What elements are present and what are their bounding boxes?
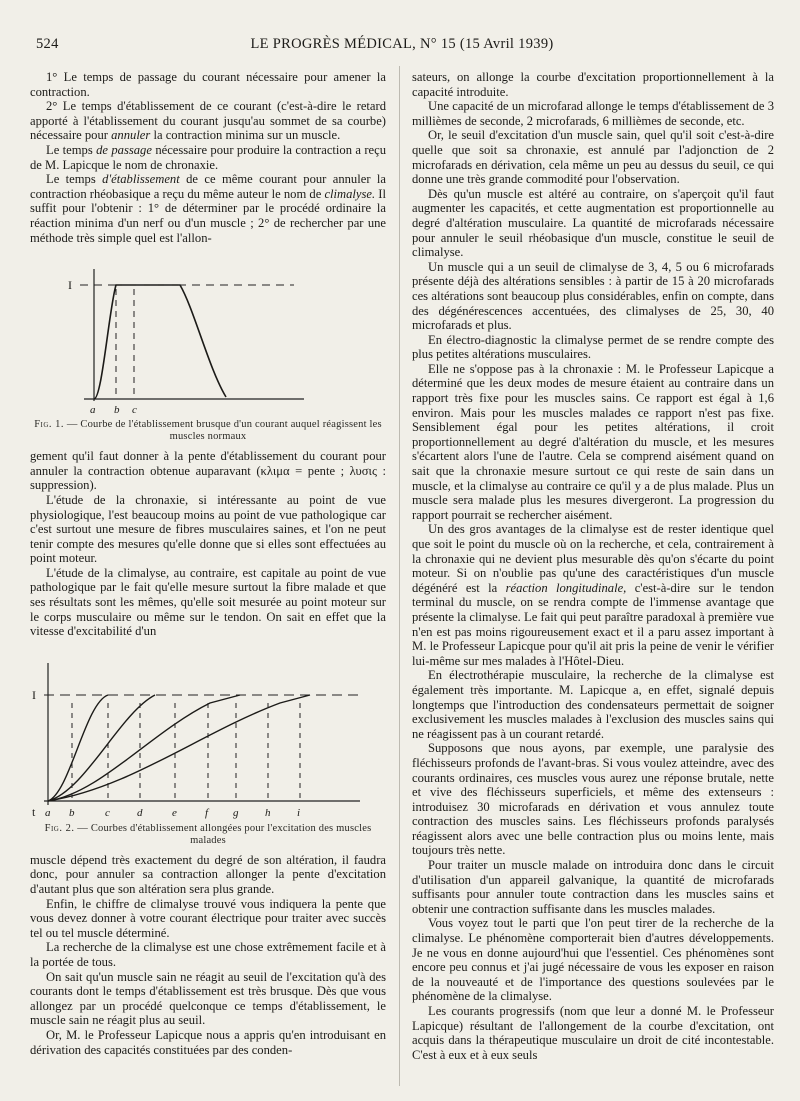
paragraph: Le temps de passage nécessaire pour produire la contraction a reçu de M. Lapicque le nom de chronaxie. [30,142,386,172]
paragraph: On sait qu'un muscle sain ne réagit au seuil de l'excitation qu'à des courants dont le temps d'établissement est très brusque. Dès que vous allongez par un procédé quelconque ce temps d'établissement, le muscle sain ne réagit plus au seuil. [30,969,386,1028]
curve-3 [48,695,240,801]
paragraph: Dès qu'un muscle est altéré au contraire, on s'aperçoit qu'il faut augmenter les capacités, et cette augmentation est proportionnelle au degré d'altération musculaire. La quantité de microfarads nécessaire pour annuler le seuil rhéobasique d'un muscle, constitue le seuil de climalyse. [412,186,774,260]
paragraph: Un muscle qui a un seuil de climalyse de 3, 4, 5 ou 6 microfarads présente déjà des altérations sensibles : à partir de 15 à 20 microfarads ces altérations sont beaucoup plus considérables, enfin on compte, dans des dégénérescences accentuées, des climalyses de 25, 30, 40 microfarads et plus. [412,259,774,333]
column-divider [399,66,400,1086]
left-column [30,70,386,1057]
tick-label-h: h [265,806,271,819]
vertical-dashes [72,703,300,801]
tick-label-e: e [172,806,177,819]
paragraph: 2° Le temps d'établissement de ce courant (c'est-à-dire le retard apporté à l'établissement du courant jusqu'au sommet de sa courbe) nécessaire pour annuler la contraction minima sur un muscle. [30,99,386,143]
paragraph: Un des gros avantages de la climalyse est de rester identique quel que soit le point du muscle où on la recherche, et cela, contrairement à la chronaxie qui ne devient plus mesurable dès qu'on s'écarte du point moteur. Si on n'oublie pas qu'une des caractéristiques d'un muscle dégénéré est la réaction longitudinale, c'est-à-dire sur le tendon terminal du muscle, on se rendra compte de l'immense avantage que présente la climalyse. Le fait qui peut paraître paradoxal à première vue n'en est pas moins rigoureusement exact et il a paru assez important à M. le Professeur Lapicque pour qu'il ait pris la peine de venir le vérifier lui-même sur mes malades à l'Hôtel-Dieu. [412,522,774,668]
paragraph: Vous voyez tout le parti que l'on peut tirer de la recherche de la climalyse. Le phénomène comporterait bien d'autres développements. Je ne vous en donne aujourd'hui que l'essentiel. Ces phénomènes sont encore peu connus et j'ai jugé nécessaire de vous les exposer en raison de la nouveauté et de l'importance des questions soulevées par le phénomène de la climalyse. [412,916,774,1004]
paragraph: Les courants progressifs (nom que leur a donné M. le Professeur Lapicque) résultant de l'allongement de la courbe d'excitation, ont acquis dans la thérapeutique musculaire un droit de cité incontestable. C'est à eux et à eux seuls [412,1004,774,1062]
paragraph: 1° Le temps de passage du courant nécessaire pour amener la contraction. [30,70,386,99]
tick-label-i: i [297,806,301,819]
figure-2-caption: Fig. 2. — Courbes d'établissement allongées pour l'excitation des muscles malades [44,822,372,846]
tick-label-d: d [137,806,143,819]
journal-title: LE PROGRÈS MÉDICAL, N° 15 (15 Avril 1939) [250,36,554,52]
right-column [412,70,774,1062]
paragraph: Or, le seuil d'excitation d'un muscle sain, quel qu'il soit c'est-à-dire quelle que soit sa chronaxie, est annulé par l'adjonction de 2 microfarads en dérivation, cela même un peu au dessus du seuil, ce qui donne une très grande commodité pour l'observation. [412,128,774,187]
figure-1 [30,249,386,443]
tick-label-g: g [233,806,239,819]
tick-label-b: b [114,404,120,417]
tick-label-c: c [105,806,110,819]
running-header [36,36,768,58]
paragraph: Une capacité de un microfarad allonge le temps d'établissement de 3 millièmes de seconde, 2 microfarads, 6 millièmes de seconde, etc. [412,99,774,128]
paragraph: Le temps d'établissement de ce même courant pour annuler la contraction rhéobasique a reçu du même auteur le nom de climalyse. Il suffit pour l'obtenir : 1° de déterminer par le procédé ordinaire la réaction minima d'un nerf ou d'un muscle ; 2° de rechercher par une méthode très simple quel est l'allon- [30,172,386,245]
page-number: 524 [36,36,59,52]
intensity-label: I [32,687,36,702]
curve-4 [48,695,310,801]
paragraph: L'étude de la chronaxie, si intéressante au point de vue physiologique, l'est beaucoup moins au point de vue pathologique car c'est surtout une mesure de fibres musculaires saines, et l'on ne peut tenir compte des mesures qu'elle donne que si elles sont effectuées au point moteur. [30,492,386,566]
paragraph: gement qu'il faut donner à la pente d'établissement du courant pour annuler la contraction obtenue auparavant (κλιμα = pente ; λυσις : suppression). [30,449,386,493]
tick-label-a: a [90,404,96,417]
establishment-curve [94,285,226,399]
paragraph: Elle ne s'oppose pas à la chronaxie : M. le Professeur Lapicque a déterminé que les deux modes de mesure étaient au contraire dans un rapport très fixe pour les muscles sains. Ce rapport est égal à 1,6 environ. Mais pour les muscles malades ce rapport n'est pas fixe. Sensiblement égal pour les petites altérations, il croit proportionnellement au degré d'altération du muscle, et les mesures s'écartent alors l'une de l'autre. Cela se comprend aisément quand on sait que la chronaxie mesure surtout ce qui reste de sain dans un muscle, et la climalyse au contraire ce qu'il y a de plus malade. Plus un muscle sera malade plus les mesures divergeront. La progression du rapport pourrait se rechercher aisément. [412,361,774,522]
tick-label-f: f [205,806,209,819]
tick-label-b: b [69,806,75,819]
figure-2-graph [30,643,370,823]
figure-1-graph [54,249,354,419]
paragraph: En électro-diagnostic la climalyse permet de se rendre compte des plus petites altérations musculaires. [412,332,774,362]
time-label: t [32,804,36,819]
curve-1 [48,695,108,801]
tick-labels [45,807,300,819]
paragraph: Supposons que nous ayons, par exemple, une paralysie des fléchisseurs profonds de l'avant-bras. Si vous voulez atteindre, avec des courants ordinaires, ces muscles vous aurez une réponse brutale, nette et vive des fléchisseurs superficiels, et même des extenseurs : introduisez 30 microfarads en dérivation et vous annulez toute contraction des muscles sains. Les fléchisseurs profonds paralysés réagissent alors avec une belle contraction plus ou moins lente, mais toujours très nette. [412,741,774,858]
paragraph: L'étude de la climalyse, au contraire, est capitale au point de vue pathologique par le fait qu'elle mesure surtout la fibre malade et que ses résultats sont les mêmes, qu'elle soit mesurée au point moteur sur le corps musculaire ou même sur le tendon. On sait en effet que la vitesse d'excitabilité d'un [30,565,386,639]
intensity-label: I [68,278,72,293]
paragraph: La recherche de la climalyse est une chose extrêmement facile et à la portée de tous. [30,940,386,969]
paragraph: Or, M. le Professeur Lapicque nous a appris qu'en introduisant en dérivation des capacités constituées par des conden- [30,1027,386,1057]
paragraph: muscle dépend très exactement du degré de son altération, il faudra donc, pour annuler sa contraction allonger la pente d'excitation d'autant plus que son altération sera plus grande. [30,852,386,897]
tick-label-a: a [45,806,51,819]
figure-2 [30,643,386,847]
figure-1-caption: Fig. 1. — Courbe de l'établissement brusque d'un courant auquel réagissent les muscles normaux [34,419,382,443]
paragraph: En électrothérapie musculaire, la recherche de la climalyse est également très importante. M. Lapicque a, en effet, signalé depuis longtemps que l'introduction des condensateurs permettait de soigner exclusivement les muscles malades à l'exclusion des muscles sains qui ne réagissent pas à un courant retardé. [412,668,774,741]
paragraph: Enfin, le chiffre de climalyse trouvé vous indiquera la pente que vous devez donner à votre courant électrique pour traiter avec succès tel ou tel muscle déterminé. [30,896,386,940]
paragraph: sateurs, on allonge la courbe d'excitation proportionnellement à la capacité introduite. [412,70,774,99]
tick-label-c: c [132,404,137,417]
paragraph: Pour traiter un muscle malade on introduira donc dans le circuit d'utilisation d'un appareil galvanique, la quantité de microfarads suffisants pour annuler toute contraction dans les muscles sains et obtenir une contraction suffisante dans les muscles malades. [412,858,774,916]
curve-2 [48,695,155,801]
